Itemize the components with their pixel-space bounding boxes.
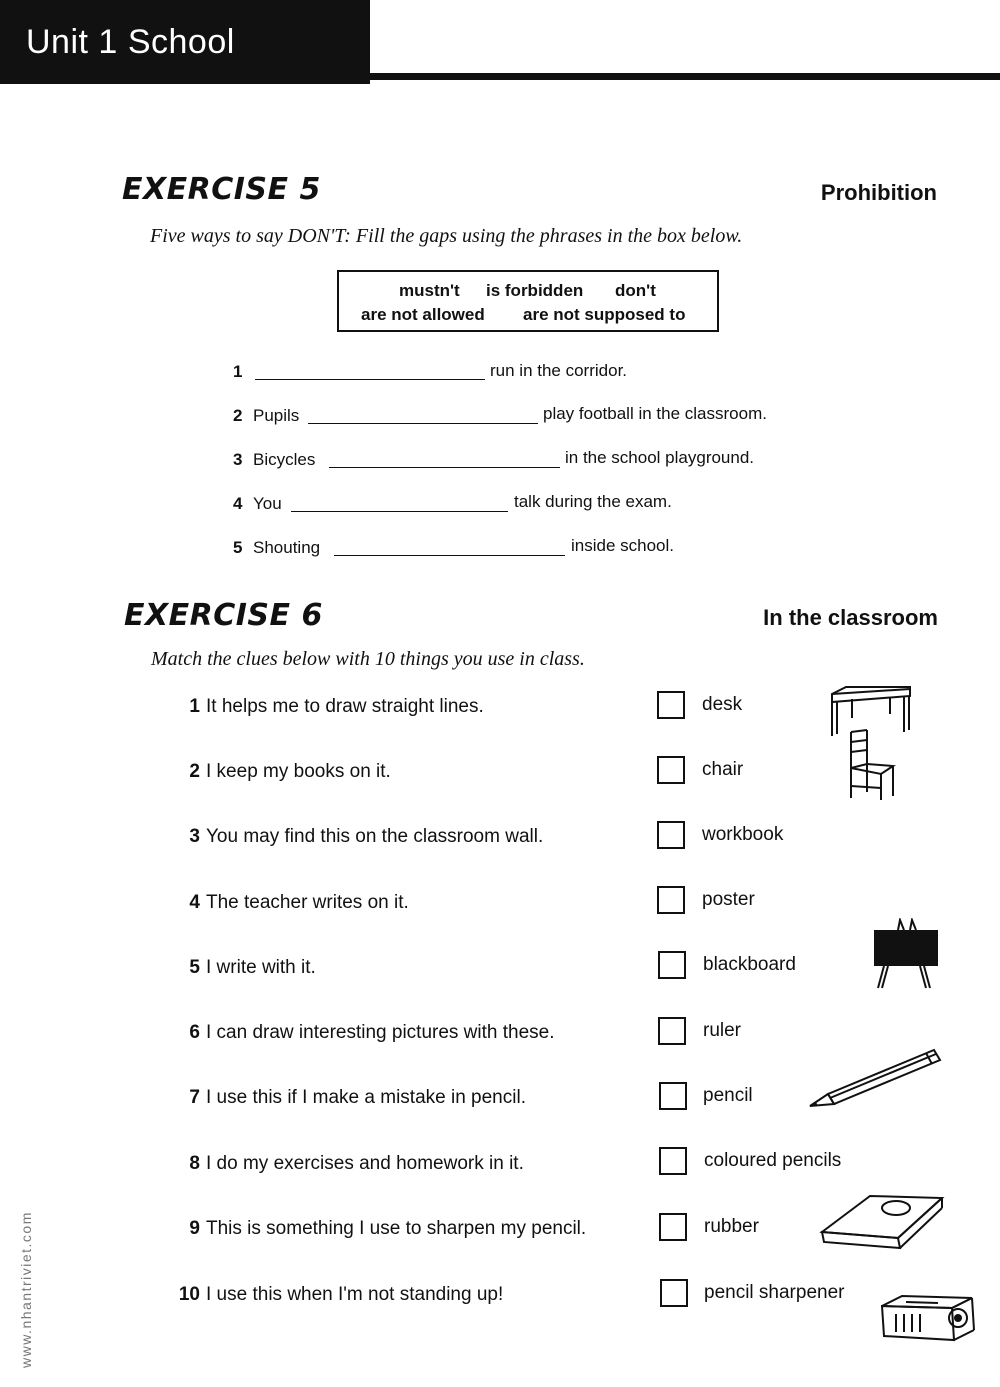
clue-item: [174, 891, 644, 915]
exercise6-topic: In the classroom: [763, 605, 938, 630]
answer-word: desk: [702, 694, 743, 715]
clue-item: [174, 1086, 644, 1110]
answer-word: chair: [702, 759, 744, 780]
clue-text: I do my exercises and homework in it.: [206, 1153, 524, 1174]
answer-checkbox[interactable]: [659, 1213, 687, 1241]
clue-text: I write with it.: [206, 957, 316, 978]
clue-item: [174, 1021, 644, 1045]
clue-number: 9: [189, 1218, 200, 1239]
gap-item-before: You: [253, 494, 282, 513]
clue-text: I use this if I make a mistake in pencil.: [206, 1087, 526, 1108]
answer-checkbox[interactable]: [657, 886, 685, 914]
gap-item-number: 1: [233, 362, 243, 381]
answer-word: blackboard: [703, 954, 796, 975]
answer-word: ruler: [703, 1020, 742, 1041]
answer-checkbox[interactable]: [658, 951, 686, 979]
phrase-box: [337, 270, 719, 332]
exercise6-heading: EXERCISE 6: [124, 598, 323, 633]
answer-checkbox[interactable]: [659, 1082, 687, 1110]
clue-number: 5: [189, 957, 200, 978]
answer-checkbox[interactable]: [657, 691, 685, 719]
answer-word: rubber: [704, 1216, 759, 1237]
gap-item-1: [233, 361, 253, 383]
answer-word: poster: [702, 889, 755, 910]
pencil-icon: [806, 1046, 944, 1110]
clue-number: 2: [189, 761, 200, 782]
clue-item: [174, 825, 644, 849]
gap-item-2: [233, 405, 299, 427]
answer-checkbox[interactable]: [658, 1017, 686, 1045]
gap-item-after: run in the corridor.: [490, 361, 628, 380]
gap-blank-1[interactable]: [255, 379, 485, 380]
unit-label: Unit 1: [26, 22, 118, 61]
gap-item-before: Pupils: [253, 406, 300, 425]
answer-word: coloured pencils: [704, 1150, 842, 1171]
phrase-is-forbidden: is forbidden: [486, 281, 584, 300]
gap-item-4: [233, 493, 282, 515]
clue-number: 3: [189, 826, 200, 847]
answer-checkbox[interactable]: [657, 821, 685, 849]
clue-item: [174, 956, 644, 980]
gap-item-after: in the school playground.: [565, 448, 755, 467]
exercise5-heading: EXERCISE 5: [122, 172, 321, 207]
phrase-are-not-allowed: are not allowed: [361, 305, 485, 324]
gap-item-5: [233, 537, 320, 559]
answer-checkbox[interactable]: [659, 1147, 687, 1175]
clue-text: I can draw interesting pictures with these.: [206, 1022, 555, 1043]
header-rule: [370, 73, 1000, 80]
gap-blank-2[interactable]: [308, 423, 538, 424]
exercise5-topic: Prohibition: [820, 180, 937, 205]
answer-checkbox[interactable]: [660, 1279, 688, 1307]
clue-text: This is something I use to sharpen my pencil.: [206, 1218, 587, 1239]
phrase-dont: don't: [615, 281, 656, 300]
gap-item-after: play football in the classroom.: [543, 404, 767, 423]
clue-text: You may find this on the classroom wall.: [206, 826, 544, 847]
clue-item: [174, 695, 644, 719]
gap-item-number: 5: [233, 538, 243, 557]
clue-item: [174, 760, 644, 784]
clue-text: I keep my books on it.: [206, 761, 391, 782]
clue-number: 7: [189, 1087, 200, 1108]
gap-item-after: inside school.: [571, 536, 675, 555]
exercise5-instructions: Five ways to say DON'T: Fill the gaps using the phrases in the box below.: [150, 225, 743, 247]
rubber-icon: [818, 1188, 946, 1250]
clue-text: It helps me to draw straight lines.: [206, 696, 484, 717]
clue-number: 8: [189, 1153, 200, 1174]
unit-title: School: [127, 22, 235, 61]
clue-number: 6: [189, 1022, 200, 1043]
clue-text: I use this when I'm not standing up!: [206, 1284, 504, 1305]
answer-checkbox[interactable]: [657, 756, 685, 784]
clue-number: 10: [178, 1284, 200, 1305]
gap-item-before: Bicycles: [253, 450, 316, 469]
clue-item: [174, 1217, 644, 1241]
answer-word: workbook: [702, 824, 784, 845]
gap-blank-3[interactable]: [329, 467, 560, 468]
gap-item-number: 4: [233, 494, 243, 513]
clue-item: [174, 1283, 644, 1307]
gap-item-number: 2: [233, 406, 243, 425]
pencil-sharpener-icon: [876, 1290, 980, 1346]
phrase-are-not-supposed-to: are not supposed to: [523, 305, 686, 324]
unit-banner: [0, 0, 370, 84]
blackboard-icon: [870, 918, 940, 990]
watermark-text: www.nhantriviet.com: [18, 1211, 34, 1368]
chair-icon: [845, 728, 897, 802]
gap-blank-4[interactable]: [291, 511, 508, 512]
gap-item-3: [233, 449, 315, 471]
clue-number: 4: [189, 892, 200, 913]
answer-word: pencil sharpener: [704, 1282, 845, 1303]
exercise6-instructions: Match the clues below with 10 things you use in class.: [151, 648, 585, 670]
gap-blank-5[interactable]: [334, 555, 565, 556]
phrase-mustnt: mustn't: [399, 281, 460, 300]
clue-number: 1: [189, 696, 200, 717]
gap-item-after: talk during the exam.: [514, 492, 672, 511]
gap-item-number: 3: [233, 450, 243, 469]
clue-item: [174, 1152, 644, 1176]
clue-text: The teacher writes on it.: [206, 892, 409, 913]
answer-word: pencil: [703, 1085, 753, 1106]
gap-item-before: Shouting: [253, 538, 321, 557]
